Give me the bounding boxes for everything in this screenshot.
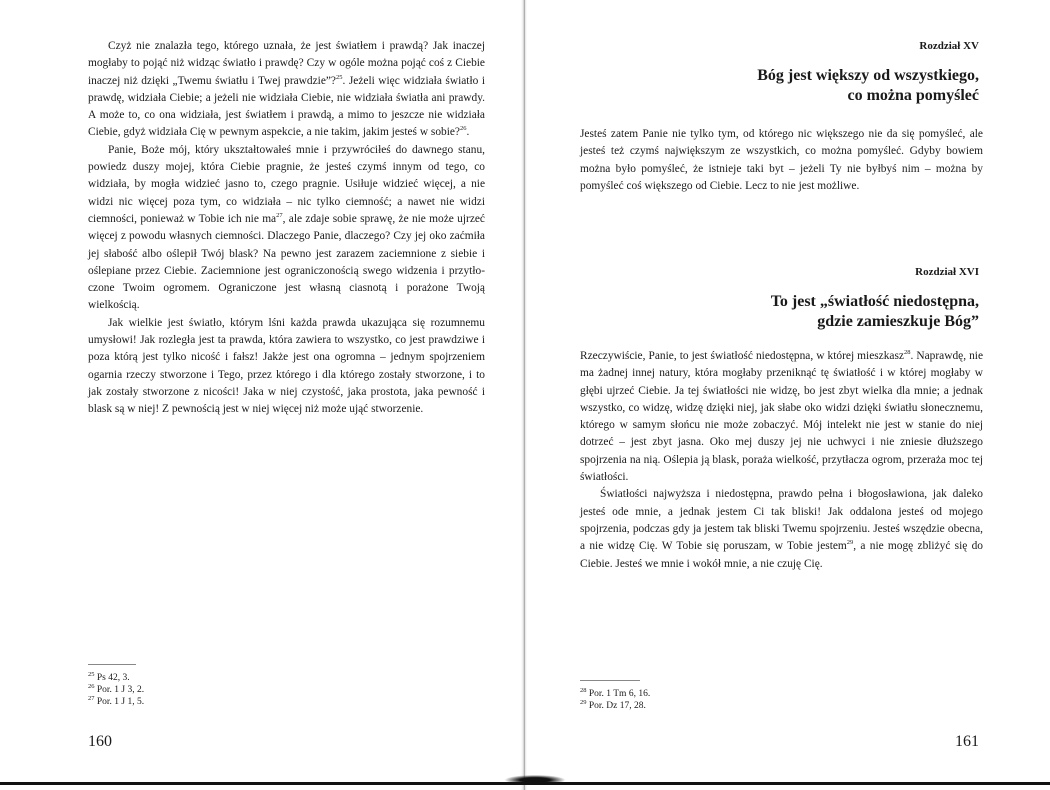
spine-shadow [505,775,565,785]
page-number: 160 [88,733,112,750]
footnote-ref: 25 [335,73,343,81]
chapter-title: To jest „światłość niedostępna, gdzie zamieszkuje Bóg” [770,293,979,330]
paragraph: Rzeczywiście, Panie, to jest światłość niedostępna, w której mieszkasz$^{28}$. Naprawdę, nie ma żadnej innej natury, która mogłaby przeniknąć tę światłość i w której mogłaby w głębi ujrzeć Ciebie. Ja tej światłości nie widzę, bo jest zbyt wielka dla mnie; a jednak wszystko, co widzę, widzę dzięki niej, jak słabe oko widzi dzięki światłu słonecznemu, którego w samym słońcu nie może zobaczyć. Mój intelekt nie jest w stanie do niej dotrzeć – jest zbyt jasna. Oko mej duszy jej nie uchwyci i nie zniesie dłuższego spojrzenia na nią. Oślepia ją blask, poraża wielkość, przytłacza ogrom, przeraża moc tej światłości. [580,349,984,484]
footnote-divider [580,680,640,681]
footnote-divider [88,664,136,665]
footnote: $^{28}$ Por. 1 Tm 6, 16. [580,686,651,699]
chapter-xvi-body [580,348,983,573]
footnote: $^{27}$ Por. 1 J 1, 5. [88,694,145,707]
left-footnotes [88,672,144,708]
paragraph: Czyż nie znalazła tego, którego uznała, że jest światłem i prawdą? Jak inaczej mogłaby to pojąć niż widząc światło i prawdę? Czy w ogóle można pojąć coś z Ciebie inaczej niż dzięki „Twemu światłu i Twej prawdzie”?$^{25}$. Jeżeli więc widziała światło i prawdę, widziała Ciebie; a jeżeli nie widziała Ciebie, nie widziała światła ani prawdy. A może to, co ona widziała, jest światłem i prawdą, a mimo to jeszcze nie widziała Ciebie, gdyż widziała Cię w pewnym aspekcie, a nie takim, jakim jesteś w sobie?$^{26}$. [88,40,485,139]
left-page [0,0,522,790]
footnote: $^{25}$ Ps 42, 3. [88,670,130,683]
right-footnotes [580,688,650,712]
footnote-ref: 29 [846,539,854,547]
footnote-ref: 27 [276,212,283,220]
paragraph: Jak wielkie jest światło, którym lśni każda prawda ukazująca się rozumnemu umysłowi! Jak rozległa jest ta prawda, która zawiera to wszystko, co jest prawdziwe i poza którą jest tylko nicość i fałsz! Jakże jest ona ogromna – jednym spojrzeniem ogarnia rzeczy stworzone i Tego, przez którego i dla którego zostały stworzone, i to jak zostały stworzone z nicości! Jaka w niej czystość, jaka prostota, jaka pewność i blask są w niej! Z pewnością jest w niej więcej niż może ująć stworzenie. [88,316,485,416]
right-page [528,0,1050,790]
footnote-ref: 28 [903,349,911,357]
paragraph: Jesteś zatem Panie nie tylko tym, od którego nic większego nie da się pomyśleć, ale jesteś też czymś największym ze wszystkich, co można pomyśleć. Gdyby bowiem można było pomyśleć, że istnieje taki byt – jeżeli Ty nie byłbyś nim – można by pomyśleć coś większego od Ciebie. Lecz to nie jest możliwe. [580,128,983,192]
chapter-xv-body [580,126,983,195]
paragraph: Panie, Boże mój, który ukształtowałeś mnie i przywróciłeś do dawnego stanu, powiedz duszy mojej, która Ciebie pragnie, że jesteś czymś innym od tego, co widziała, by mogła widzieć jasno to, czego pragnie. Usiłuje widzieć więcej, a nie widzi nic więcej poza tym, co widziała – nic tylko ciemność; a nawet nie widzi ciemności, ponieważ w Tobie ich nie $ma^{27}$, ale zdaje sobie sprawę, że nie może ujrzeć więcej z powodu własnych ciemności. Dlaczego Panie, dlaczego? Czy jej oko zaćmiła jej słabość albo oślepił Twój blask? Na pewno jest zarazem zaciemnione z siebie i oślepiane przez Ciebie. Zaciemnione jest ograniczonością swego widzenia i przytłoczone Twoim ogromem. Ograniczone jest własną ciasnotą i porażone Twoją wielkością. [88,143,485,312]
paragraph: Światłości najwyższa i niedostępna, prawdo pełna i błogosławiona, jak daleko jesteś ode mnie, a jednak jestem Ci tak bliski! Jak oddalona jesteś od mojego spojrzenia, podczas gdy ja jestem tak bliski Twemu spojrzeniu. Jesteś wszędzie obecna, a nie widzę Cię. W Tobie się poruszam, w Tobie jestem$^{29}$, a nie mogę zbliżyć się do Ciebie. Jesteś we mnie i wokół mnie, a nie czuję Cię. [580,488,983,570]
footnote: $^{26}$ Por. 1 J 3, 2. [88,682,145,695]
chapter-label: Rozdział XV [919,40,979,52]
footnote: $^{29}$ Por. Dz 17, 28. [580,698,646,711]
page-number: 161 [955,733,979,750]
book-spine [521,0,527,790]
chapter-title: Bóg jest większy od wszystkiego, co można pomyśleć [757,67,979,104]
left-page-body [88,38,485,419]
footnote-ref: 26 [460,125,467,133]
chapter-label: Rozdział XVI [915,266,979,278]
